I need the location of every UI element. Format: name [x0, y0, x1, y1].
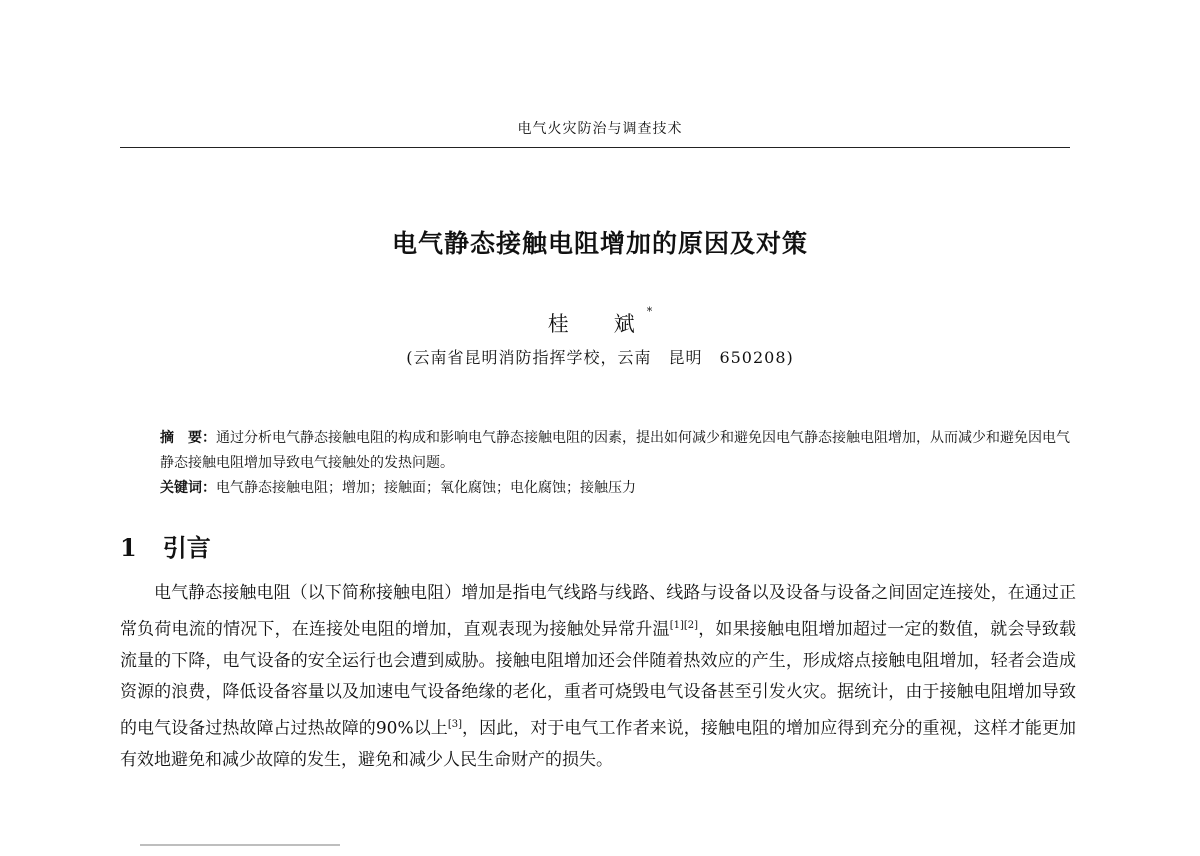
cut-off-next-heading [140, 844, 340, 856]
abstract [120, 426, 1080, 476]
paper-title: 电气静态接触电阻增加的原因及对策 [391, 229, 808, 258]
abstract-text: 通过分析电气静态接触电阻的构成和影响电气静态接触电阻的因素，提出如何减少和避免因电气静态接触电阻增加，从而减少和避免因电气静态接触电阻增加导致电气接触处的发热问题。 [160, 430, 1070, 471]
author-line [0, 305, 1200, 338]
citation-1: [1][2] [669, 619, 699, 631]
abstract-block [120, 426, 1080, 501]
body-percent: 90% [375, 718, 414, 739]
author-name: 桂 斌 [547, 312, 647, 336]
body-text-1: 电气静态接触电阻（以下简称接触电阻）增加是指电气线路与线路、线路与设备以及设备与设备之间固定连接处，在通过正常负荷电流的情况下，在连接处电阻的增加，直观表现为接触处异常升温 [120, 583, 1076, 640]
section-number: 1 [120, 533, 137, 562]
body-paragraph [120, 578, 1076, 776]
body-text-2: ，如果接触电阻增加超过一定的数值，就会导致载流量的下降，电气设备的安全运行也会遭到威胁。接触电阻增加还会伴随着热效应的产生，形成熔点接触电阻增加，轻者会造成资源的浪费，降低设备容量以及加速电气设备绝缘的老化，重者可烧毁电气设备甚至引发火灾。据统计，由于接触电阻增加导致的电气设备过热故障占过热故障的 [120, 619, 1077, 739]
section-title: 引言 [162, 534, 211, 562]
running-header: 电气火灾防治与调查技术 [517, 121, 683, 137]
abstract-label: 摘 要： [160, 430, 216, 446]
section-heading [120, 528, 211, 563]
body-text-4: ，因此，对于电气工作者来说，接触电阻的增加应得到充分的重视，这样才能更加有效地避免和减少故障的发生，避免和减少人民生命财产的损失。 [120, 718, 1077, 770]
affiliation: (云南省昆明消防指挥学校，云南 昆明 650208) [406, 348, 794, 367]
citation-2: [3] [447, 718, 462, 730]
keywords-text: 电气静态接触电阻；增加；接触面；氧化腐蚀；电化腐蚀；接触压力 [216, 480, 636, 496]
author-footnote-mark: * [646, 305, 653, 318]
body-text-3: 以上 [413, 718, 448, 739]
keywords-label: 关键词： [160, 480, 216, 496]
header-rule [120, 147, 1070, 148]
keywords [120, 476, 1080, 501]
